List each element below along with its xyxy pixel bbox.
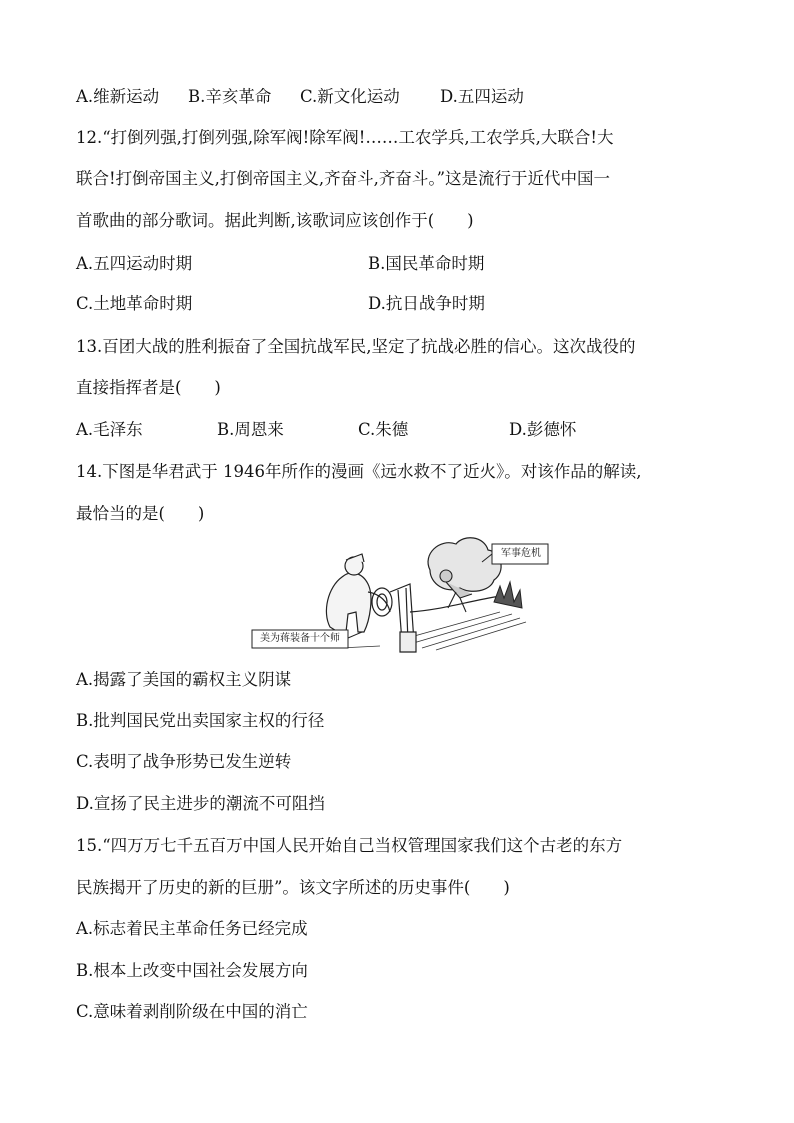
q14-stem-line-2: 最恰当的是( ) <box>76 504 205 523</box>
q13-option-d: D.彭德怀 <box>509 420 577 439</box>
q12-stem-line-1: 12.“打倒列强,打倒列强,除军阀!除军阀!……工农学兵,工农学兵,大联合!大 <box>76 128 614 147</box>
q13-option-b: B.周恩来 <box>217 420 284 439</box>
label-pointer-left <box>348 632 362 638</box>
cartoon-illustration <box>250 532 550 656</box>
q15-stem-line-1: 15.“四万万七千五百万中国人民开始自己当权管理国家我们这个古老的东方 <box>76 836 623 855</box>
q12-option-a: A.五四运动时期 <box>76 254 193 273</box>
hose-reel <box>372 584 416 652</box>
q14-stem-line-1: 14.下图是华君武于 1946年所作的漫画《远水救不了近火》。对该作品的解读, <box>76 462 642 481</box>
q13-option-c: C.朱德 <box>358 420 409 439</box>
q14-option-d: D.宣扬了民主进步的潮流不可阻挡 <box>76 794 325 813</box>
cartoon-label-military-crisis: 军事危机 <box>501 548 541 559</box>
q13-option-a: A.毛泽东 <box>76 420 143 439</box>
q15-option-a: A.标志着民主革命任务已经完成 <box>76 919 308 938</box>
q15-stem-line-2: 民族揭开了历史的新的巨册”。该文字所述的历史事件( ) <box>76 878 510 897</box>
q12-stem-line-3: 首歌曲的部分歌词。据此判断,该歌词应该创作于( ) <box>76 211 474 230</box>
q15-option-b: B.根本上改变中国社会发展方向 <box>76 961 308 980</box>
q15-option-c: C.意味着剥削阶级在中国的消亡 <box>76 1002 308 1021</box>
hose-line <box>410 596 500 612</box>
q12-option-b: B.国民革命时期 <box>368 254 485 273</box>
q12-option-d: D.抗日战争时期 <box>368 294 485 313</box>
smoke-cloud <box>428 538 501 592</box>
q13-stem-line-2: 直接指挥者是( ) <box>76 378 221 397</box>
left-figure <box>326 554 390 632</box>
q14-option-a: A.揭露了美国的霸权主义阴谋 <box>76 670 292 689</box>
q14-option-b: B.批判国民党出卖国家主权的行径 <box>76 711 325 730</box>
cartoon-label-us-equips: 美为蒋装备十个师 <box>260 633 340 644</box>
q11-option-b: B.辛亥革命 <box>188 87 272 106</box>
q11-option-a: A.维新运动 <box>76 87 160 106</box>
q12-option-c: C.土地革命时期 <box>76 294 193 313</box>
q11-option-c: C.新文化运动 <box>300 87 400 106</box>
q12-stem-line-2: 联合!打倒帝国主义,打倒帝国主义,齐奋斗,齐奋斗。”这是流行于近代中国一 <box>76 169 611 188</box>
q11-option-d: D.五四运动 <box>440 87 524 106</box>
q14-option-c: C.表明了战争形势已发生逆转 <box>76 752 292 771</box>
fire <box>494 582 522 608</box>
q13-stem-line-1: 13.百团大战的胜利振奋了全国抗战军民,坚定了抗战必胜的信心。这次战役的 <box>76 337 636 356</box>
